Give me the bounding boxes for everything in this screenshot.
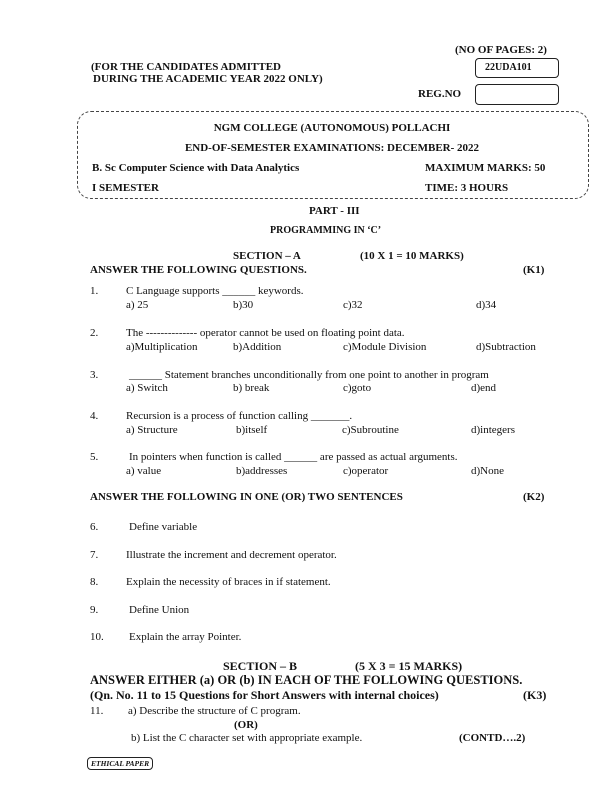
option-d: d)34	[476, 299, 497, 311]
question-text: ______ Statement branches unconditionally from one point to another in program	[129, 369, 489, 381]
pages-count: (NO OF PAGES: 2)	[455, 44, 547, 56]
option-a: a) Switch	[126, 382, 168, 394]
question-text: In pointers when function is called ______ are passed as actual arguments.	[129, 451, 458, 463]
continued-label: (CONTD….2)	[459, 732, 526, 744]
question-11b: b) List the C character set with appropriate example.	[131, 732, 363, 744]
reg-no-field[interactable]	[475, 84, 559, 105]
question-number: 10.	[90, 631, 104, 643]
option-c: c)goto	[343, 382, 372, 394]
question-number: 4.	[90, 410, 99, 422]
option-c: c)operator	[343, 465, 389, 477]
reg-no-label: REG.NO	[418, 88, 462, 100]
section-a-level: (K1)	[523, 264, 545, 276]
question-text: Define variable	[129, 521, 198, 533]
question-number: 6.	[90, 521, 99, 533]
section-a-instruction: ANSWER THE FOLLOWING QUESTIONS.	[90, 264, 307, 276]
option-a: a)Multiplication	[126, 341, 198, 353]
option-d: d)end	[471, 382, 497, 394]
question-number: 9.	[90, 604, 99, 616]
college-name: NGM COLLEGE (AUTONOMOUS) POLLACHI	[213, 122, 451, 134]
course-code: 22UDA101	[485, 62, 532, 73]
question-number: 2.	[90, 327, 99, 339]
question-text: Explain the array Pointer.	[129, 631, 242, 643]
section-b-sub-instruction: (Qn. No. 11 to 15 Questions for Short Answers with internal choices)	[90, 688, 439, 702]
section-b-marks: (5 X 3 = 15 MARKS)	[355, 659, 463, 673]
section-a-title: SECTION – A	[233, 250, 301, 262]
or-label: (OR)	[234, 719, 258, 731]
exam-title: END-OF-SEMESTER EXAMINATIONS: DECEMBER- 2022	[184, 142, 480, 154]
short-answer-level: (K2)	[523, 491, 545, 503]
question-11a: a) Describe the structure of C program.	[128, 705, 301, 717]
section-b-level: (K3)	[523, 688, 547, 702]
option-a: a) 25	[126, 299, 149, 311]
admitted-line-2: DURING THE ACADEMIC YEAR 2022 ONLY)	[93, 73, 323, 85]
option-d: d)Subtraction	[476, 341, 536, 353]
course-code-box	[475, 58, 559, 78]
question-text: Illustrate the increment and decrement operator.	[126, 549, 337, 561]
question-text: C Language supports ______ keywords.	[126, 285, 304, 297]
semester: I SEMESTER	[92, 182, 159, 194]
option-c: c)Subroutine	[342, 424, 399, 436]
max-marks: MAXIMUM MARKS: 50	[425, 162, 546, 174]
exam-time: TIME: 3 HOURS	[425, 182, 509, 194]
admitted-line-1: (FOR THE CANDIDATES ADMITTED	[91, 61, 281, 73]
question-text: Recursion is a process of function calling _______.	[126, 410, 353, 422]
question-text: The -------------- operator cannot be used on floating point data.	[126, 327, 405, 339]
section-b-title: SECTION – B	[223, 659, 298, 673]
question-text: Define Union	[129, 604, 190, 616]
section-b-instruction: ANSWER EITHER (a) OR (b) IN EACH OF THE FOLLOWING QUESTIONS.	[90, 673, 523, 687]
option-a: a) value	[126, 465, 162, 477]
option-b: b)30	[233, 299, 254, 311]
part-title: PART - III	[309, 205, 360, 217]
question-number: 5.	[90, 451, 99, 463]
question-text: Explain the necessity of braces in if statement.	[126, 576, 331, 588]
question-number: 11.	[90, 705, 104, 717]
section-a-marks: (10 X 1 = 10 MARKS)	[360, 250, 464, 262]
option-b: b) break	[233, 382, 270, 394]
option-b: b)Addition	[233, 341, 282, 353]
option-a: a) Structure	[126, 424, 178, 436]
ethical-paper-badge: ETHICAL PAPER	[87, 757, 153, 770]
option-d: d)None	[471, 465, 504, 477]
question-number: 3.	[90, 369, 99, 381]
question-number: 8.	[90, 576, 99, 588]
short-answer-instruction: ANSWER THE FOLLOWING IN ONE (OR) TWO SENTENCES	[90, 491, 403, 503]
question-number: 1.	[90, 285, 99, 297]
option-b: b)itself	[236, 424, 268, 436]
option-c: c)32	[343, 299, 363, 311]
question-number: 7.	[90, 549, 99, 561]
programme-name: B. Sc Computer Science with Data Analytics	[92, 162, 300, 174]
option-d: d)integers	[471, 424, 515, 436]
option-c: c)Module Division	[343, 341, 427, 353]
subject-title: PROGRAMMING IN ‘C’	[270, 225, 382, 236]
option-b: b)addresses	[236, 465, 288, 477]
